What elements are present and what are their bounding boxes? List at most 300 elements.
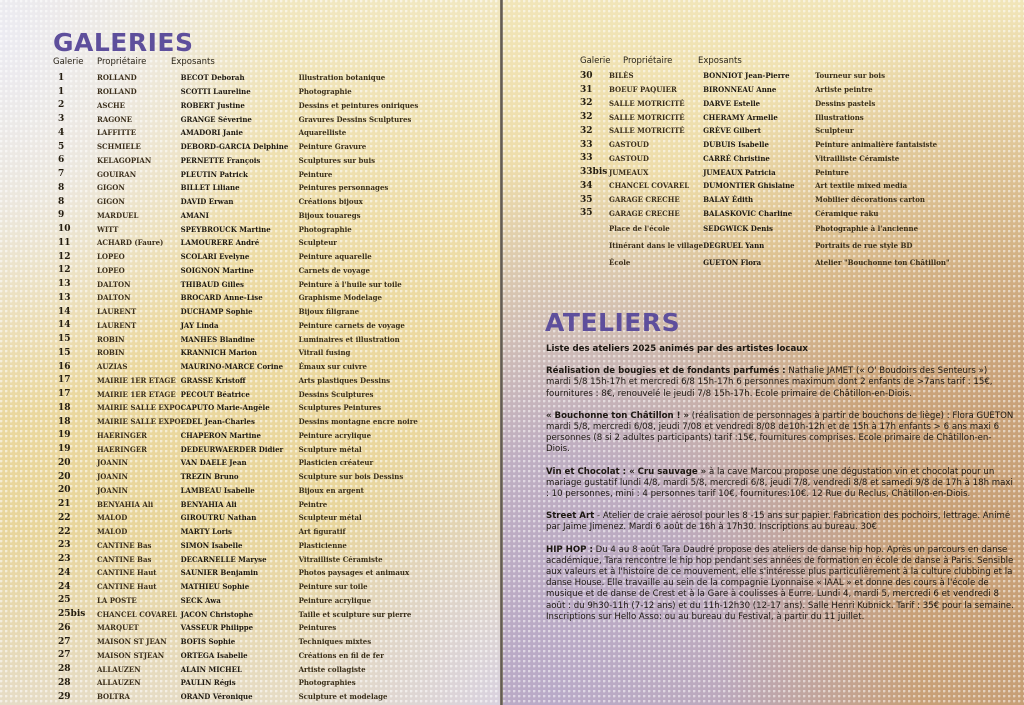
table-row xyxy=(58,236,418,250)
header-proprietaire: Propriétaire xyxy=(623,56,673,66)
galerie-number: 1 xyxy=(58,86,65,97)
table-row xyxy=(580,152,950,166)
exhibitor-name: BECOT Deborah xyxy=(180,73,245,83)
galerie-number: 20 xyxy=(58,471,71,482)
table-row xyxy=(58,607,418,621)
galerie-number: 25bis xyxy=(58,609,86,620)
exhibitor-name: LAMOURERE André xyxy=(180,238,260,248)
atelier-item: Vin et Chocolat : « Cru sauvage » à la cave Marcou propose une dégustation vin et chocolat pour un mariage gustatif lundi 4/8, mardi 5/8, mercredi 6/8, jeudi 7/8, vendredi 8/8 et samedi 9/8 de 17h à 18h maxi : 10 personnes, mini : 4 personnes tarif 10€, fournitures:10€. 12 Rue du Reclus, Châtillon-en-Diois. xyxy=(546,466,1013,500)
galerie-number: 18 xyxy=(58,416,71,427)
exhibitor-name: ORAND Véronique xyxy=(180,692,253,702)
table-row xyxy=(580,207,950,221)
table-row xyxy=(58,470,418,484)
discipline: Peinture xyxy=(298,169,333,179)
exhibitor-name: SOIGNON Martine xyxy=(180,265,254,275)
discipline: Plasticien créateur xyxy=(298,458,374,468)
atelier-item: « Bouchonne ton Châtillon ! » (réalisation de personnages à partir de bouchons de liège) : Flora GUETON mardi 5/8, mercredi 6/08, jeudi 7/08 et vendredi 8/08 de10h-12h et de 15h à 17h enfants > 6 ans maxi 6 personnes (8 si 2 adultes participants) tarif :15€, fournitures comprises. Ecole primaire de Châtillon-en-Diois. xyxy=(546,410,1014,455)
owner-name: LAURENT xyxy=(97,307,137,317)
table-row xyxy=(580,138,950,152)
table-row xyxy=(580,237,950,254)
galerie-number: 30 xyxy=(580,70,593,81)
table-row xyxy=(58,181,418,195)
owner-name: BILÈS xyxy=(609,71,634,81)
exhibitor-name: JAY Linda xyxy=(180,320,219,330)
galerie-number: 8 xyxy=(58,196,65,207)
galerie-number: 19 xyxy=(58,444,71,455)
discipline: Créations en fil de fer xyxy=(298,650,384,660)
galerie-number: 17 xyxy=(58,389,71,400)
table-row xyxy=(580,220,950,237)
discipline: Plasticienne xyxy=(298,540,347,550)
discipline: Peinture sur toile xyxy=(298,582,368,592)
owner-name: MALOD xyxy=(97,513,128,523)
table-row xyxy=(58,195,418,209)
exhibitor-name: TREZIN Bruno xyxy=(180,472,239,482)
table-row xyxy=(580,165,950,179)
exhibitor-name: BILLET Liliane xyxy=(180,183,240,193)
table-row xyxy=(58,305,418,319)
galerie-number: 15 xyxy=(58,334,71,345)
galerie-number: 31 xyxy=(580,84,593,95)
discipline: Illustration botanique xyxy=(298,73,386,83)
exhibitor-name: JACON Christophe xyxy=(180,609,254,619)
table-row xyxy=(580,110,950,124)
galerie-number: 26 xyxy=(58,622,71,633)
galerie-number: 17 xyxy=(58,375,71,386)
discipline: Sculpture métal xyxy=(298,444,362,454)
table-row xyxy=(58,429,418,443)
galerie-number: 20 xyxy=(58,485,71,496)
owner-name: École xyxy=(609,258,631,268)
exhibitor-name: VAN DAELE Jean xyxy=(180,458,247,468)
header-exposants: Exposants xyxy=(171,57,215,67)
discipline: Arts plastiques Dessins xyxy=(298,375,391,385)
table-row xyxy=(58,126,418,140)
table-row xyxy=(58,167,418,181)
exhibitor-name: SECK Awa xyxy=(180,595,221,605)
exhibitor-name: GRÈVE Gilbert xyxy=(703,126,761,136)
discipline: Graphisme Modelage xyxy=(298,293,382,303)
discipline: Vitrailliste Céramiste xyxy=(298,554,383,564)
discipline: Bijoux filigrane xyxy=(298,307,360,317)
exhibitor-name: SIMON Isabelle xyxy=(180,540,243,550)
exhibitor-name: BONNIOT Jean-Pierre xyxy=(703,71,790,81)
discipline: Gravures Dessins Sculptures xyxy=(298,114,412,124)
table-row xyxy=(58,580,418,594)
owner-name: ACHARD (Faure) xyxy=(97,238,164,248)
galerie-number: 3 xyxy=(58,114,65,125)
discipline: Dessins Sculptures xyxy=(298,389,374,399)
header-galerie: Galerie xyxy=(53,57,84,67)
owner-name: ROLLAND xyxy=(97,87,137,97)
ateliers-title: ATELIERS xyxy=(545,308,681,337)
galerie-number: 1 xyxy=(58,72,65,83)
owner-name: MAIRIE 1ER ETAGE xyxy=(97,375,176,385)
discipline: Photographies xyxy=(298,678,356,688)
owner-name: GOUIRAN xyxy=(97,169,137,179)
exhibitor-name: LAMBEAU Isabelle xyxy=(180,485,255,495)
exhibitor-name: SCOTTI Laureline xyxy=(180,87,251,97)
exhibitor-name: MATHIEU Sophie xyxy=(180,582,250,592)
exhibitor-name: THIBAUD Gilles xyxy=(180,279,244,289)
galerie-number: 11 xyxy=(58,237,71,248)
discipline: Photographie xyxy=(298,87,352,97)
table-row xyxy=(58,319,418,333)
discipline: Sculptures sur buis xyxy=(298,155,376,165)
galerie-number: 23 xyxy=(58,540,71,551)
galerie-number: 25 xyxy=(58,595,71,606)
exhibitor-name: DAVID Erwan xyxy=(180,197,234,207)
exhibitor-name: MANHES Blandine xyxy=(180,334,255,344)
page-left xyxy=(0,0,500,705)
discipline: Peinture acrylique xyxy=(298,595,372,605)
discipline: Artiste peintre xyxy=(815,85,873,95)
exhibitor-name: JUMEAUX Patricia xyxy=(703,167,776,177)
exhibitor-name: GRANGE Séverine xyxy=(180,114,252,124)
table-row xyxy=(58,456,418,470)
galerie-number: 15 xyxy=(58,347,71,358)
ateliers-intro: Liste des ateliers 2025 animés par des artistes locaux xyxy=(546,344,808,354)
exhibitor-name: SEDGWICK Denis xyxy=(703,224,773,234)
exhibitor-name: SCOLARI Evelyne xyxy=(180,252,250,262)
owner-name: HAERINGER xyxy=(97,430,148,440)
table-row xyxy=(58,360,418,374)
galerie-number xyxy=(580,237,609,254)
owner-name: GIGON xyxy=(97,183,125,193)
atelier-item: Réalisation de bougies et de fondants parfumés : Nathalie JAMET (« O' Boudoirs des Senteurs ») mardi 5/8 15h-17h et mercredi 6/8 15h-17h 6 personnes maximum dont 2 enfants de >7ans tarif : 15€, fournitures : 8€, renouvelé le jeudi 7/8 15h-17h. Ecole primaire de Châtillon-en-Diois. xyxy=(546,366,993,399)
galerie-number: 14 xyxy=(58,306,71,317)
table-row xyxy=(58,621,418,635)
discipline: Carnets de voyage xyxy=(298,265,370,275)
exhibitor-name: DEBORD-GARCIA Delphine xyxy=(180,142,289,152)
owner-name: GARAGE CRECHE xyxy=(609,208,680,218)
discipline: Art figuratif xyxy=(298,527,346,537)
owner-name: LOPEO xyxy=(97,252,125,262)
galerie-number: 35 xyxy=(580,194,593,205)
galerie-number: 12 xyxy=(58,265,71,276)
galerie-number: 24 xyxy=(58,581,71,592)
owner-name: LAURENT xyxy=(97,320,137,330)
galerie-number: 6 xyxy=(58,155,65,166)
table-row xyxy=(58,511,418,525)
galerie-number: 9 xyxy=(58,210,65,221)
exhibitor-name: SAUNIER Benjamin xyxy=(180,568,259,578)
discipline: Peinture Gravure xyxy=(298,142,367,152)
exhibitor-name: BALASKOVIC Charline xyxy=(703,208,793,218)
discipline: Émaux sur cuivre xyxy=(298,362,367,372)
exhibitor-name: BIRONNEAU Anne xyxy=(703,85,777,95)
discipline: Dessins et peintures oniriques xyxy=(298,100,419,110)
owner-name: ROLLAND xyxy=(97,73,137,83)
discipline: Sculpture et modelage xyxy=(298,692,388,702)
owner-name: CANTINE Haut xyxy=(97,568,157,578)
page-right xyxy=(503,0,1024,705)
table-row xyxy=(58,277,418,291)
exhibitor-name: EDEL Jean-Charles xyxy=(180,417,255,427)
table-row xyxy=(58,484,418,498)
owner-name: LAFFITTE xyxy=(97,128,137,138)
galerie-number: 4 xyxy=(58,127,65,138)
owner-name: ASCHE xyxy=(97,100,126,110)
table-row xyxy=(58,140,418,154)
exhibitor-name: CARRÉ Christine xyxy=(703,153,770,163)
exhibitor-name: PLEUTIN Patrick xyxy=(180,169,248,179)
galerie-number: 5 xyxy=(58,141,65,152)
galeries-table xyxy=(58,71,418,704)
owner-name: JUMEAUX xyxy=(609,167,649,177)
table-row xyxy=(580,254,950,271)
discipline: Peinture acrylique xyxy=(298,430,372,440)
discipline: Sculpteur métal xyxy=(298,513,362,523)
galerie-number: 16 xyxy=(58,361,71,372)
owner-name: HAERINGER xyxy=(97,444,148,454)
owner-name: ALLAUZEN xyxy=(97,664,141,674)
table-row xyxy=(58,71,418,85)
table-row xyxy=(58,442,418,456)
owner-name: MAISON ST JEAN xyxy=(97,637,167,647)
table-row xyxy=(58,85,418,99)
table-row xyxy=(580,193,950,207)
owner-name: JOANIN xyxy=(97,485,128,495)
owner-name: CHANCEL COVAREL xyxy=(609,181,690,191)
exhibitor-name: CHAPERON Martine xyxy=(180,430,261,440)
table-row xyxy=(58,401,418,415)
table-row xyxy=(58,250,418,264)
exhibitor-name: MARTY Loris xyxy=(180,527,232,537)
discipline: Techniques mixtes xyxy=(298,637,372,647)
owner-name: BENYAHIA Ali xyxy=(97,499,154,509)
galerie-number: 24 xyxy=(58,567,71,578)
discipline: Peinture xyxy=(815,167,849,177)
discipline: Sculpteur xyxy=(815,126,854,136)
table-row xyxy=(58,676,418,690)
owner-name: JOANIN xyxy=(97,458,128,468)
table-row xyxy=(58,112,418,126)
discipline: Bijoux touaregs xyxy=(298,210,361,220)
exhibitor-name: PAULIN Régis xyxy=(180,678,236,688)
galerie-number xyxy=(580,254,609,271)
galerie-number: 18 xyxy=(58,402,71,413)
exhibitor-name: GUETON Flora xyxy=(703,258,762,268)
galerie-number: 32 xyxy=(580,112,593,123)
owner-name: MARQUET xyxy=(97,623,139,633)
exhibitor-name: DUMONTIER Ghislaine xyxy=(703,181,795,191)
exhibitor-name: BALAY Édith xyxy=(703,195,754,205)
galerie-number: 14 xyxy=(58,320,71,331)
galerie-number: 13 xyxy=(58,279,71,290)
galerie-number: 20 xyxy=(58,457,71,468)
owner-name: GARAGE CRECHE xyxy=(609,195,680,205)
galeries-title: GALERIES xyxy=(53,28,194,57)
owner-name: DALTON xyxy=(97,293,131,303)
table-row xyxy=(580,69,950,83)
exhibitor-name: BROCARD Anne-Lise xyxy=(180,293,263,303)
owner-name: MAISON STJEAN xyxy=(97,650,165,660)
galeries-suite-table xyxy=(580,69,950,271)
galerie-number xyxy=(580,220,609,237)
galerie-number: 12 xyxy=(58,251,71,262)
table-row xyxy=(580,83,950,97)
table-row xyxy=(580,179,950,193)
exhibitor-name: DECARNELLE Maryse xyxy=(180,554,267,564)
galerie-number: 28 xyxy=(58,677,71,688)
table-row xyxy=(58,690,418,704)
galerie-number: 35 xyxy=(580,208,593,219)
owner-name: CANTINE Bas xyxy=(97,540,152,550)
discipline: Taille et sculpture sur pierre xyxy=(298,609,412,619)
discipline: Tourneur sur bois xyxy=(815,71,886,81)
exhibitor-name: KRANNICH Marion xyxy=(180,348,257,358)
table-row xyxy=(58,539,418,553)
galerie-number: 33 xyxy=(580,139,593,150)
discipline: Bijoux en argent xyxy=(298,485,364,495)
owner-name: BOLTRA xyxy=(97,692,130,702)
exhibitor-name: BENYAHIA Ali xyxy=(180,499,237,509)
table-row xyxy=(58,387,418,401)
owner-name: DALTON xyxy=(97,279,131,289)
atelier-item: Street Art - Atelier de craie aérosol pour les 8 -15 ans sur papier. Fabrication des pochoirs, lettrage. Animé par Jaime Jimenez. Mardi 6 août de 16h à 17h30. Inscriptions au bureau. 30€ xyxy=(546,511,1011,533)
galerie-number: 33 xyxy=(580,153,593,164)
owner-name: LA POSTE xyxy=(97,595,137,605)
owner-name: GASTOUD xyxy=(609,153,649,163)
discipline: Dessins montagne encre noire xyxy=(298,417,418,427)
owner-name: Place de l'école xyxy=(609,224,670,234)
exhibitor-name: ALAIN MICHEL xyxy=(180,664,242,674)
owner-name: MAIRIE SALLE EXPO xyxy=(97,417,181,427)
galerie-number: 22 xyxy=(58,526,71,537)
exhibitor-name: GRASSE Kristoff xyxy=(180,375,246,385)
table-row xyxy=(58,566,418,580)
exhibitor-name: DEDEURWAERDER Didier xyxy=(180,444,284,454)
exhibitor-name: BOFIS Sophie xyxy=(180,637,236,647)
discipline: Art textile mixed media xyxy=(815,181,908,191)
owner-name: GIGON xyxy=(97,197,125,207)
table-row xyxy=(58,525,418,539)
galerie-number: 10 xyxy=(58,224,71,235)
discipline: Peintures personnages xyxy=(298,183,389,193)
discipline: Céramique raku xyxy=(815,208,879,218)
table-row xyxy=(58,346,418,360)
owner-name: RAGONE xyxy=(97,114,133,124)
table-row xyxy=(58,264,418,278)
discipline: Photographie à l'ancienne xyxy=(815,224,919,234)
discipline: Peinture carnets de voyage xyxy=(298,320,405,330)
discipline: Sculpture sur bois Dessins xyxy=(298,472,404,482)
owner-name: CANTINE Bas xyxy=(97,554,152,564)
exhibitor-name: DEGRUEL Yann xyxy=(703,241,765,251)
discipline: Dessins pastels xyxy=(815,98,876,108)
discipline: Artiste collagiste xyxy=(298,664,366,674)
galerie-number: 19 xyxy=(58,430,71,441)
table-row xyxy=(58,154,418,168)
exhibitor-name: CHERAMY Armelle xyxy=(703,112,778,122)
owner-name: LOPEO xyxy=(97,265,125,275)
exhibitor-name: GIROUTRU Nathan xyxy=(180,513,257,523)
discipline: Créations bijoux xyxy=(298,197,363,207)
owner-name: KELAGOPIAN xyxy=(97,155,152,165)
table-row xyxy=(58,291,418,305)
galerie-number: 21 xyxy=(58,499,71,510)
owner-name: BOEUF PAQUIER xyxy=(609,85,677,95)
discipline: Mobilier décorations carton xyxy=(815,195,925,205)
owner-name: ROBIN xyxy=(97,348,125,358)
table-row xyxy=(58,99,418,113)
galerie-number: 2 xyxy=(58,100,65,111)
table-row xyxy=(580,124,950,138)
exhibitor-name: PERNETTE François xyxy=(180,155,261,165)
owner-name: JOANIN xyxy=(97,472,128,482)
galerie-number: 32 xyxy=(580,125,593,136)
exhibitor-name: AMANI xyxy=(180,210,209,220)
discipline: Photos paysages et animaux xyxy=(298,568,410,578)
galerie-number: 13 xyxy=(58,292,71,303)
exhibitor-name: AMADORI Janie xyxy=(180,128,243,138)
table-row xyxy=(58,649,418,663)
discipline: Photographie xyxy=(298,224,352,234)
atelier-item: HIP HOP : Du 4 au 8 août Tara Daudré propose des ateliers de danse hip hop. Après un parcours en danse académique, Tara rencontre le hip hop pendant ses années de formation en école de danse à Paris. Sensible aux valeurs et à l'histoire de ce mouvement, elle s'intéresse plus particulièrement à la culture clubbing et la danse House. Elle travaille au sein de la compagnie Lyonnaise « IAAL » et donne des cours à l'école de musique et de danse de Crest et à la Gare à coulisses à Eurre. Lundi 4, mardi 5, mercredi 6 et vendredi 8 août : du 9h30-11h (7-12 ans) et du 11h-12h30 (12-17 ans). Salle Henri Kubnick. Tarif : 35€ pour la semaine. Inscriptions sur Hello Asso: ou au bureau du Festival, à partir du 11 juillet. xyxy=(546,544,1014,622)
exhibitor-name: SPEYBROUCK Martine xyxy=(180,224,271,234)
owner-name: SCHMIELE xyxy=(97,142,141,152)
ateliers-content xyxy=(546,344,1014,634)
table-row xyxy=(58,332,418,346)
owner-name: MAIRIE SALLE EXPO xyxy=(97,403,181,413)
discipline: Luminaires et illustration xyxy=(298,334,400,344)
owner-name: AUZIAS xyxy=(97,362,128,372)
galerie-number: 27 xyxy=(58,636,71,647)
table-row xyxy=(58,222,418,236)
galerie-number: 29 xyxy=(58,691,71,702)
discipline: Peintures xyxy=(298,623,337,633)
header-exposants: Exposants xyxy=(698,56,742,66)
discipline: Peinture animalière fantaisiste xyxy=(815,140,938,150)
owner-name: MALOD xyxy=(97,527,128,537)
galerie-number: 23 xyxy=(58,554,71,565)
owner-name: CANTINE Haut xyxy=(97,582,157,592)
exhibitor-name: CAPUTO Marie-Angèle xyxy=(180,403,270,413)
table-row xyxy=(580,97,950,111)
galerie-number: 32 xyxy=(580,98,593,109)
exhibitor-name: ROBERT Justine xyxy=(180,100,245,110)
header-galerie: Galerie xyxy=(580,56,611,66)
owner-name: MARDUEL xyxy=(97,210,139,220)
owner-name: ALLAUZEN xyxy=(97,678,141,688)
table-row xyxy=(58,635,418,649)
discipline: Illustrations xyxy=(815,112,864,122)
owner-name: SALLE MOTRICITÉ xyxy=(609,126,685,136)
discipline: Vitrailliste Céramiste xyxy=(815,153,900,163)
table-row xyxy=(58,552,418,566)
exhibitor-name: ORTEGA Isabelle xyxy=(180,650,248,660)
owner-name: WITT xyxy=(97,224,119,234)
discipline: Peinture à l'huile sur toile xyxy=(298,279,402,289)
discipline: Sculpteur xyxy=(298,238,337,248)
table-row xyxy=(58,374,418,388)
owner-name: SALLE MOTRICITÉ xyxy=(609,112,685,122)
owner-name: CHANCEL COVAREL xyxy=(97,609,178,619)
owner-name: GASTOUD xyxy=(609,140,649,150)
galerie-number: 8 xyxy=(58,182,65,193)
table-row xyxy=(58,415,418,429)
discipline: Portraits de rue style BD xyxy=(815,241,913,251)
owner-name: Itinérant dans le village xyxy=(609,241,704,251)
discipline: Peinture aquarelle xyxy=(298,252,372,262)
galeries-column-headers xyxy=(53,57,215,67)
exhibitor-name: DUCHAMP Sophie xyxy=(180,307,253,317)
galerie-number: 34 xyxy=(580,180,593,191)
discipline: Peintre xyxy=(298,499,328,509)
owner-name: ROBIN xyxy=(97,334,125,344)
discipline: Vitrail fusing xyxy=(298,348,351,358)
